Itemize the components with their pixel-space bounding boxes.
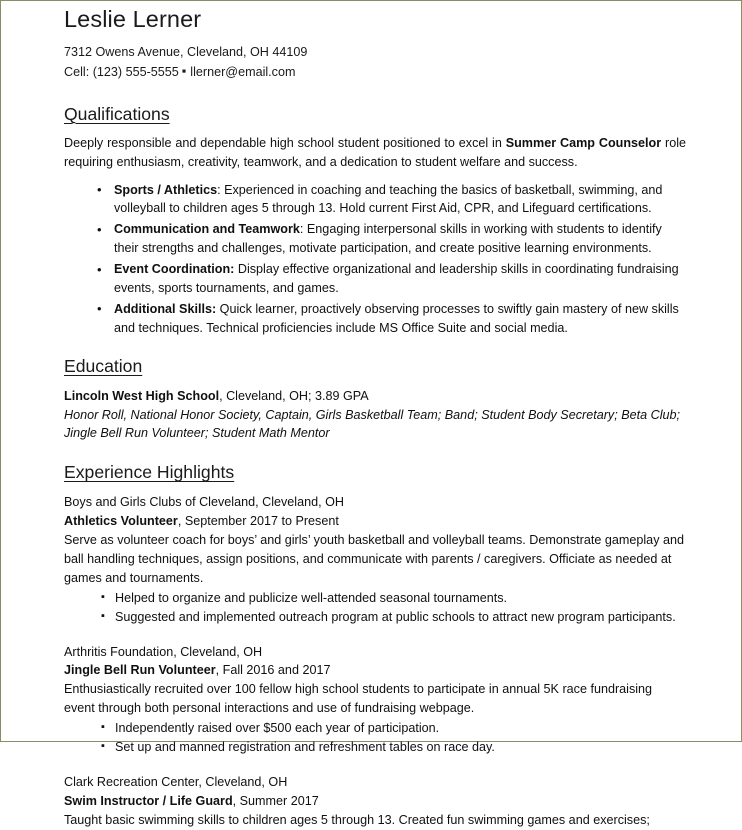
experience-bullet-list	[64, 719, 686, 757]
resume-page-inner	[1, 1, 741, 827]
list-item	[64, 181, 686, 219]
qualifications-summary-target-role: Summer Camp Counselor	[505, 135, 662, 150]
qualifications-bullet-list	[64, 181, 686, 338]
qualification-text: Engaging interpersonal skills in working with students to identify their strengths and challenges, motivate participation, and create positive learning environments.	[114, 222, 662, 256]
experience-description: Serve as volunteer coach for boys’ and girls’ youth basketball and volleyball teams. Demonstrate gameplay and ball handling techniques, assign positions, and communicate with parents / caregivers. Officiate as needed at games and tournaments.	[64, 533, 684, 585]
experience-title-line	[64, 792, 686, 811]
section-heading-education-label: Education	[64, 355, 143, 376]
experience-job-title: Jingle Bell Run Volunteer	[64, 663, 216, 678]
experience-job-dates: , Summer 2017	[232, 793, 319, 808]
candidate-email[interactable]: llerner@email.com	[190, 65, 296, 80]
list-item	[64, 300, 686, 338]
experience-employer: Boys and Girls Clubs of Cleveland, Cleveland, OH	[64, 495, 344, 510]
candidate-contact-line	[64, 62, 686, 82]
education-school-line	[64, 387, 686, 406]
qualification-label: Sports / Athletics	[114, 182, 218, 197]
qualification-label-suffix: :	[299, 222, 304, 237]
list-item	[64, 220, 686, 258]
qualification-text: Quick learner, proactively observing processes to swiftly gain mastery of new skills and techniques. Technical proficiencies include MS Office Suite and social media.	[114, 301, 679, 335]
experience-job-dates: , Fall 2016 and 2017	[215, 663, 331, 678]
section-heading-qualifications-label: Qualifications	[64, 103, 170, 124]
section-heading-experience	[64, 462, 686, 484]
experience-job-title: Athletics Volunteer	[64, 514, 178, 529]
candidate-name: Leslie Lerner	[64, 6, 202, 32]
list-item	[64, 260, 686, 298]
experience-job-title: Swim Instructor / Life Guard	[64, 793, 233, 808]
qualification-label: Event Coordination:	[114, 262, 235, 277]
qualification-text: Experienced in coaching and teaching the basics of basketball, swimming, and volleyball to children ages 5 through 13. Hold current First Aid, CPR, and Lifeguard certifications.	[114, 182, 663, 216]
education-school-name: Lincoln West High School	[64, 388, 220, 403]
bullet-separator-icon: ▪	[181, 64, 187, 79]
list-item: ▪ Independently raised over $500 each year of participation.	[64, 719, 686, 738]
experience-employer: Arthritis Foundation, Cleveland, OH	[64, 644, 263, 659]
resume-header	[64, 6, 686, 83]
section-heading-qualifications	[64, 104, 686, 126]
candidate-phone: Cell: (123) 555-5555	[64, 65, 179, 80]
section-heading-experience-label: Experience Highlights	[64, 462, 235, 483]
qualifications-summary-part2: role requiring enthusiasm, creativity, teamwork, and a dedication to student welfare and success.	[64, 135, 686, 169]
experience-job-dates: , September 2017 to Present	[177, 514, 339, 529]
qualification-label-suffix: :	[217, 182, 221, 197]
qualification-label: Communication and Teamwork	[114, 222, 300, 237]
experience-bullet-list	[64, 589, 686, 627]
qualification-label: Additional Skills:	[114, 301, 217, 316]
qualifications-summary	[64, 134, 686, 172]
qualification-text: Display effective organizational and leadership skills in coordinating fundraising events, sports tournaments, and games.	[114, 262, 679, 296]
qualifications-summary-part1: Deeply responsible and dependable high school student positioned to excel in	[64, 135, 506, 150]
experience-description: Taught basic swimming skills to children ages 5 through 13. Created fun swimming games and exercises;	[64, 812, 650, 827]
education-activities: Honor Roll, National Honor Society, Captain, Girls Basketball Team; Band; Student Body Secretary; Beta Club; Jingle Bell Run Volunteer; Student Math Mentor	[64, 407, 681, 441]
candidate-address: 7312 Owens Avenue, Cleveland, OH 44109	[64, 45, 308, 60]
list-item: ▪ Suggested and implemented outreach program at public schools to attract new program participants.	[64, 608, 686, 627]
experience-description: Enthusiastically recruited over 100 fellow high school students to participate in annual 5K race fundraising event through both personal interactions and use of fundraising webpage.	[64, 682, 653, 716]
experience-title-line	[64, 512, 686, 531]
experience-title-line	[64, 661, 686, 680]
list-item: ▪ Helped to organize and publicize well-attended seasonal tournaments.	[64, 589, 686, 608]
experience-employer: Clark Recreation Center, Cleveland, OH	[64, 774, 288, 789]
list-item: ▪ Set up and manned registration and refreshment tables on race day.	[64, 738, 686, 757]
section-heading-education	[64, 356, 686, 378]
education-entry	[64, 387, 686, 444]
experience-entry	[64, 773, 686, 830]
resume-content	[64, 2, 686, 830]
education-school-detail: , Cleveland, OH; 3.89 GPA	[219, 388, 369, 403]
experience-entry	[64, 643, 686, 758]
experience-entry	[64, 493, 686, 627]
